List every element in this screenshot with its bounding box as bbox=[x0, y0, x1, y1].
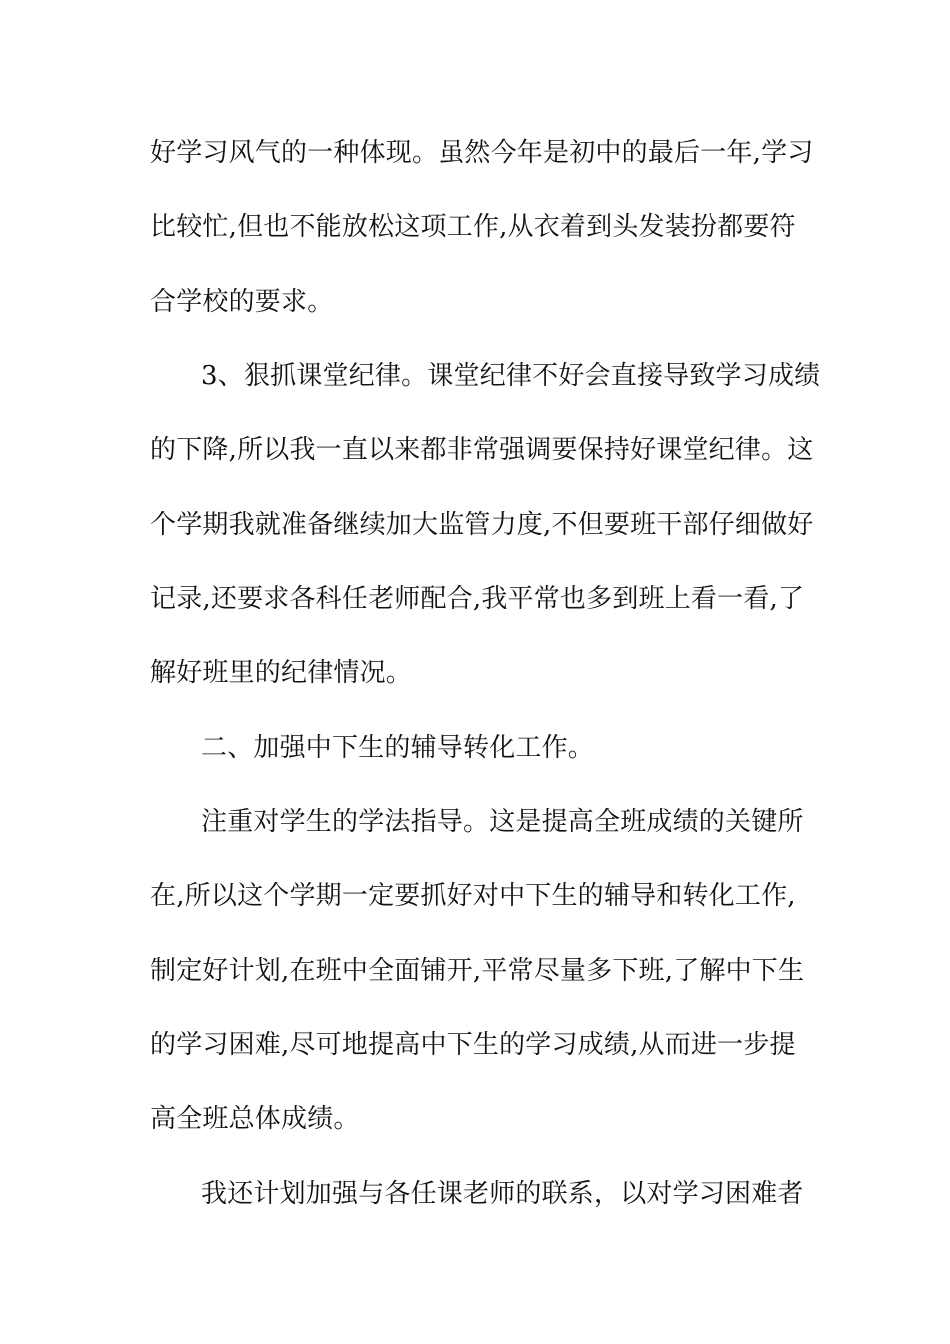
text-line: 个学期我就准备继续加大监管力度,不但要班干部仔细做好 bbox=[150, 510, 814, 540]
paragraph-start-line: 我还计划加强与各任课老师的联系，以对学习困难者 bbox=[201, 1179, 804, 1209]
text-line: 解好班里的纪律情况。 bbox=[150, 658, 413, 688]
text-line: 比较忙,但也不能放松这项工作,从衣着到头发装扮都要符 bbox=[150, 212, 796, 242]
section-heading: 二、加强中下生的辅导转化工作。 bbox=[201, 733, 595, 763]
text-line: 好学习风气的一种体现。虽然今年是初中的最后一年,学习 bbox=[150, 138, 814, 168]
text-line: 的下降,所以我一直以来都非常强调要保持好课堂纪律。这 bbox=[150, 435, 814, 465]
text-line: 高全班总体成绩。 bbox=[150, 1104, 360, 1134]
text-line: 在,所以这个学期一定要抓好对中下生的辅导和转化工作, bbox=[150, 881, 796, 911]
text-line: 记录,还要求各科任老师配合,我平常也多到班上看一看,了 bbox=[150, 584, 805, 614]
paragraph-start-line: 3、狠抓课堂纪律。课堂纪律不好会直接导致学习成绩 bbox=[201, 361, 821, 391]
text-line: 合学校的要求。 bbox=[150, 287, 334, 317]
text-line: 制定好计划,在班中全面铺开,平常尽量多下班,了解中下生 bbox=[150, 956, 805, 986]
text-line: 的学习困难,尽可地提高中下生的学习成绩,从而进一步提 bbox=[150, 1030, 796, 1060]
paragraph-start-line: 注重对学生的学法指导。这是提高全班成绩的关键所 bbox=[201, 807, 804, 837]
